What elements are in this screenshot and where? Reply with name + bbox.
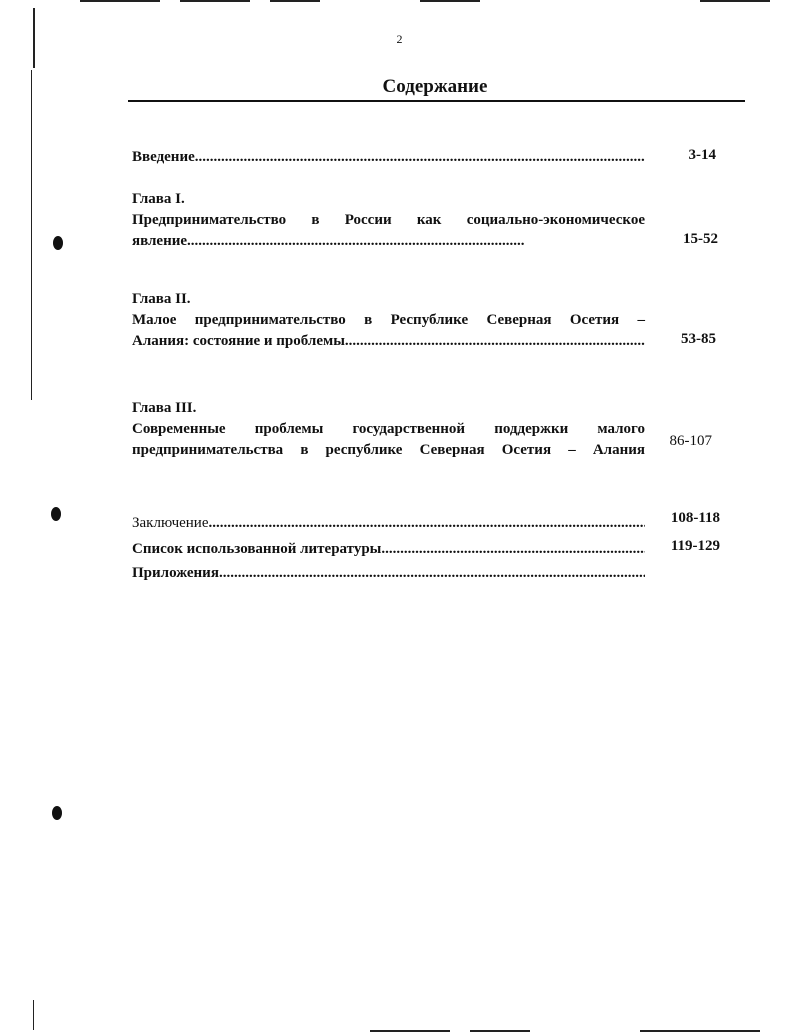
binding-hole-mark xyxy=(52,806,62,820)
toc-entry-conclusion xyxy=(132,513,645,534)
dot-leader xyxy=(195,147,645,168)
chapter-title-line: Алания: состояние и проблемы xyxy=(132,333,345,349)
dot-leader xyxy=(187,231,524,252)
chapter-title-line: Современные проблемы государственной поддержки малого xyxy=(132,421,645,437)
toc-line xyxy=(132,331,645,352)
binding-hole-mark xyxy=(51,507,61,521)
scan-left-edge xyxy=(31,70,32,400)
chapter-title-line: Предпринимательство в России как социально-экономическое xyxy=(132,212,645,228)
toc-page-chapter-3: 86-107 xyxy=(669,433,712,449)
toc-line xyxy=(132,231,524,252)
chapter-title-line: предпринимательства в республике Северная Осетия – Алания xyxy=(132,442,645,458)
scan-top-edge xyxy=(80,0,160,2)
toc-line xyxy=(132,539,645,560)
page-title: Содержание xyxy=(382,76,488,97)
dot-leader xyxy=(209,513,646,534)
toc-page-references: 119-129 xyxy=(670,538,720,554)
chapter-title-line: Малое предпринимательство в Республике Северная Осетия – xyxy=(132,312,645,328)
scan-top-edge xyxy=(180,0,250,2)
toc-label: Заключение xyxy=(132,515,209,531)
toc-entry-intro xyxy=(132,147,645,168)
toc-entry-chapter-2 xyxy=(132,289,645,352)
chapter-heading: Глава III. xyxy=(132,400,197,416)
toc-page-conclusion: 108-118 xyxy=(670,510,720,526)
toc-label: Список использованной литературы xyxy=(132,541,382,557)
chapter-title-line: явление xyxy=(132,233,188,249)
toc-line xyxy=(132,147,645,168)
dot-leader xyxy=(345,331,645,352)
scan-top-edge xyxy=(270,0,320,2)
scan-top-edge xyxy=(420,0,480,2)
toc-line xyxy=(132,563,645,584)
scan-bottom-edge xyxy=(370,1030,450,1032)
toc-line xyxy=(132,513,645,534)
toc-page-intro: 3-14 xyxy=(688,147,716,163)
binding-hole-mark xyxy=(53,236,63,250)
scan-bottom-edge xyxy=(640,1030,760,1032)
toc-entry-references xyxy=(132,539,645,560)
toc-entry-appendix xyxy=(132,563,645,584)
dot-leader xyxy=(381,539,645,560)
toc-page-chapter-2: 53-85 xyxy=(681,331,716,347)
scan-bottom-edge xyxy=(470,1030,530,1032)
toc-entry-chapter-3 xyxy=(132,398,645,461)
toc-label: Приложения xyxy=(132,565,219,581)
title-underline xyxy=(128,100,745,102)
toc-page-chapter-1: 15-52 xyxy=(683,231,718,247)
page-number: 2 xyxy=(396,32,403,46)
toc-label: Введение xyxy=(132,149,195,165)
chapter-heading: Глава I. xyxy=(132,191,185,207)
scan-left-edge xyxy=(33,1000,34,1030)
scan-top-edge xyxy=(700,0,770,2)
chapter-heading: Глава II. xyxy=(132,291,191,307)
toc-entry-chapter-1 xyxy=(132,189,645,252)
dot-leader xyxy=(219,563,645,584)
